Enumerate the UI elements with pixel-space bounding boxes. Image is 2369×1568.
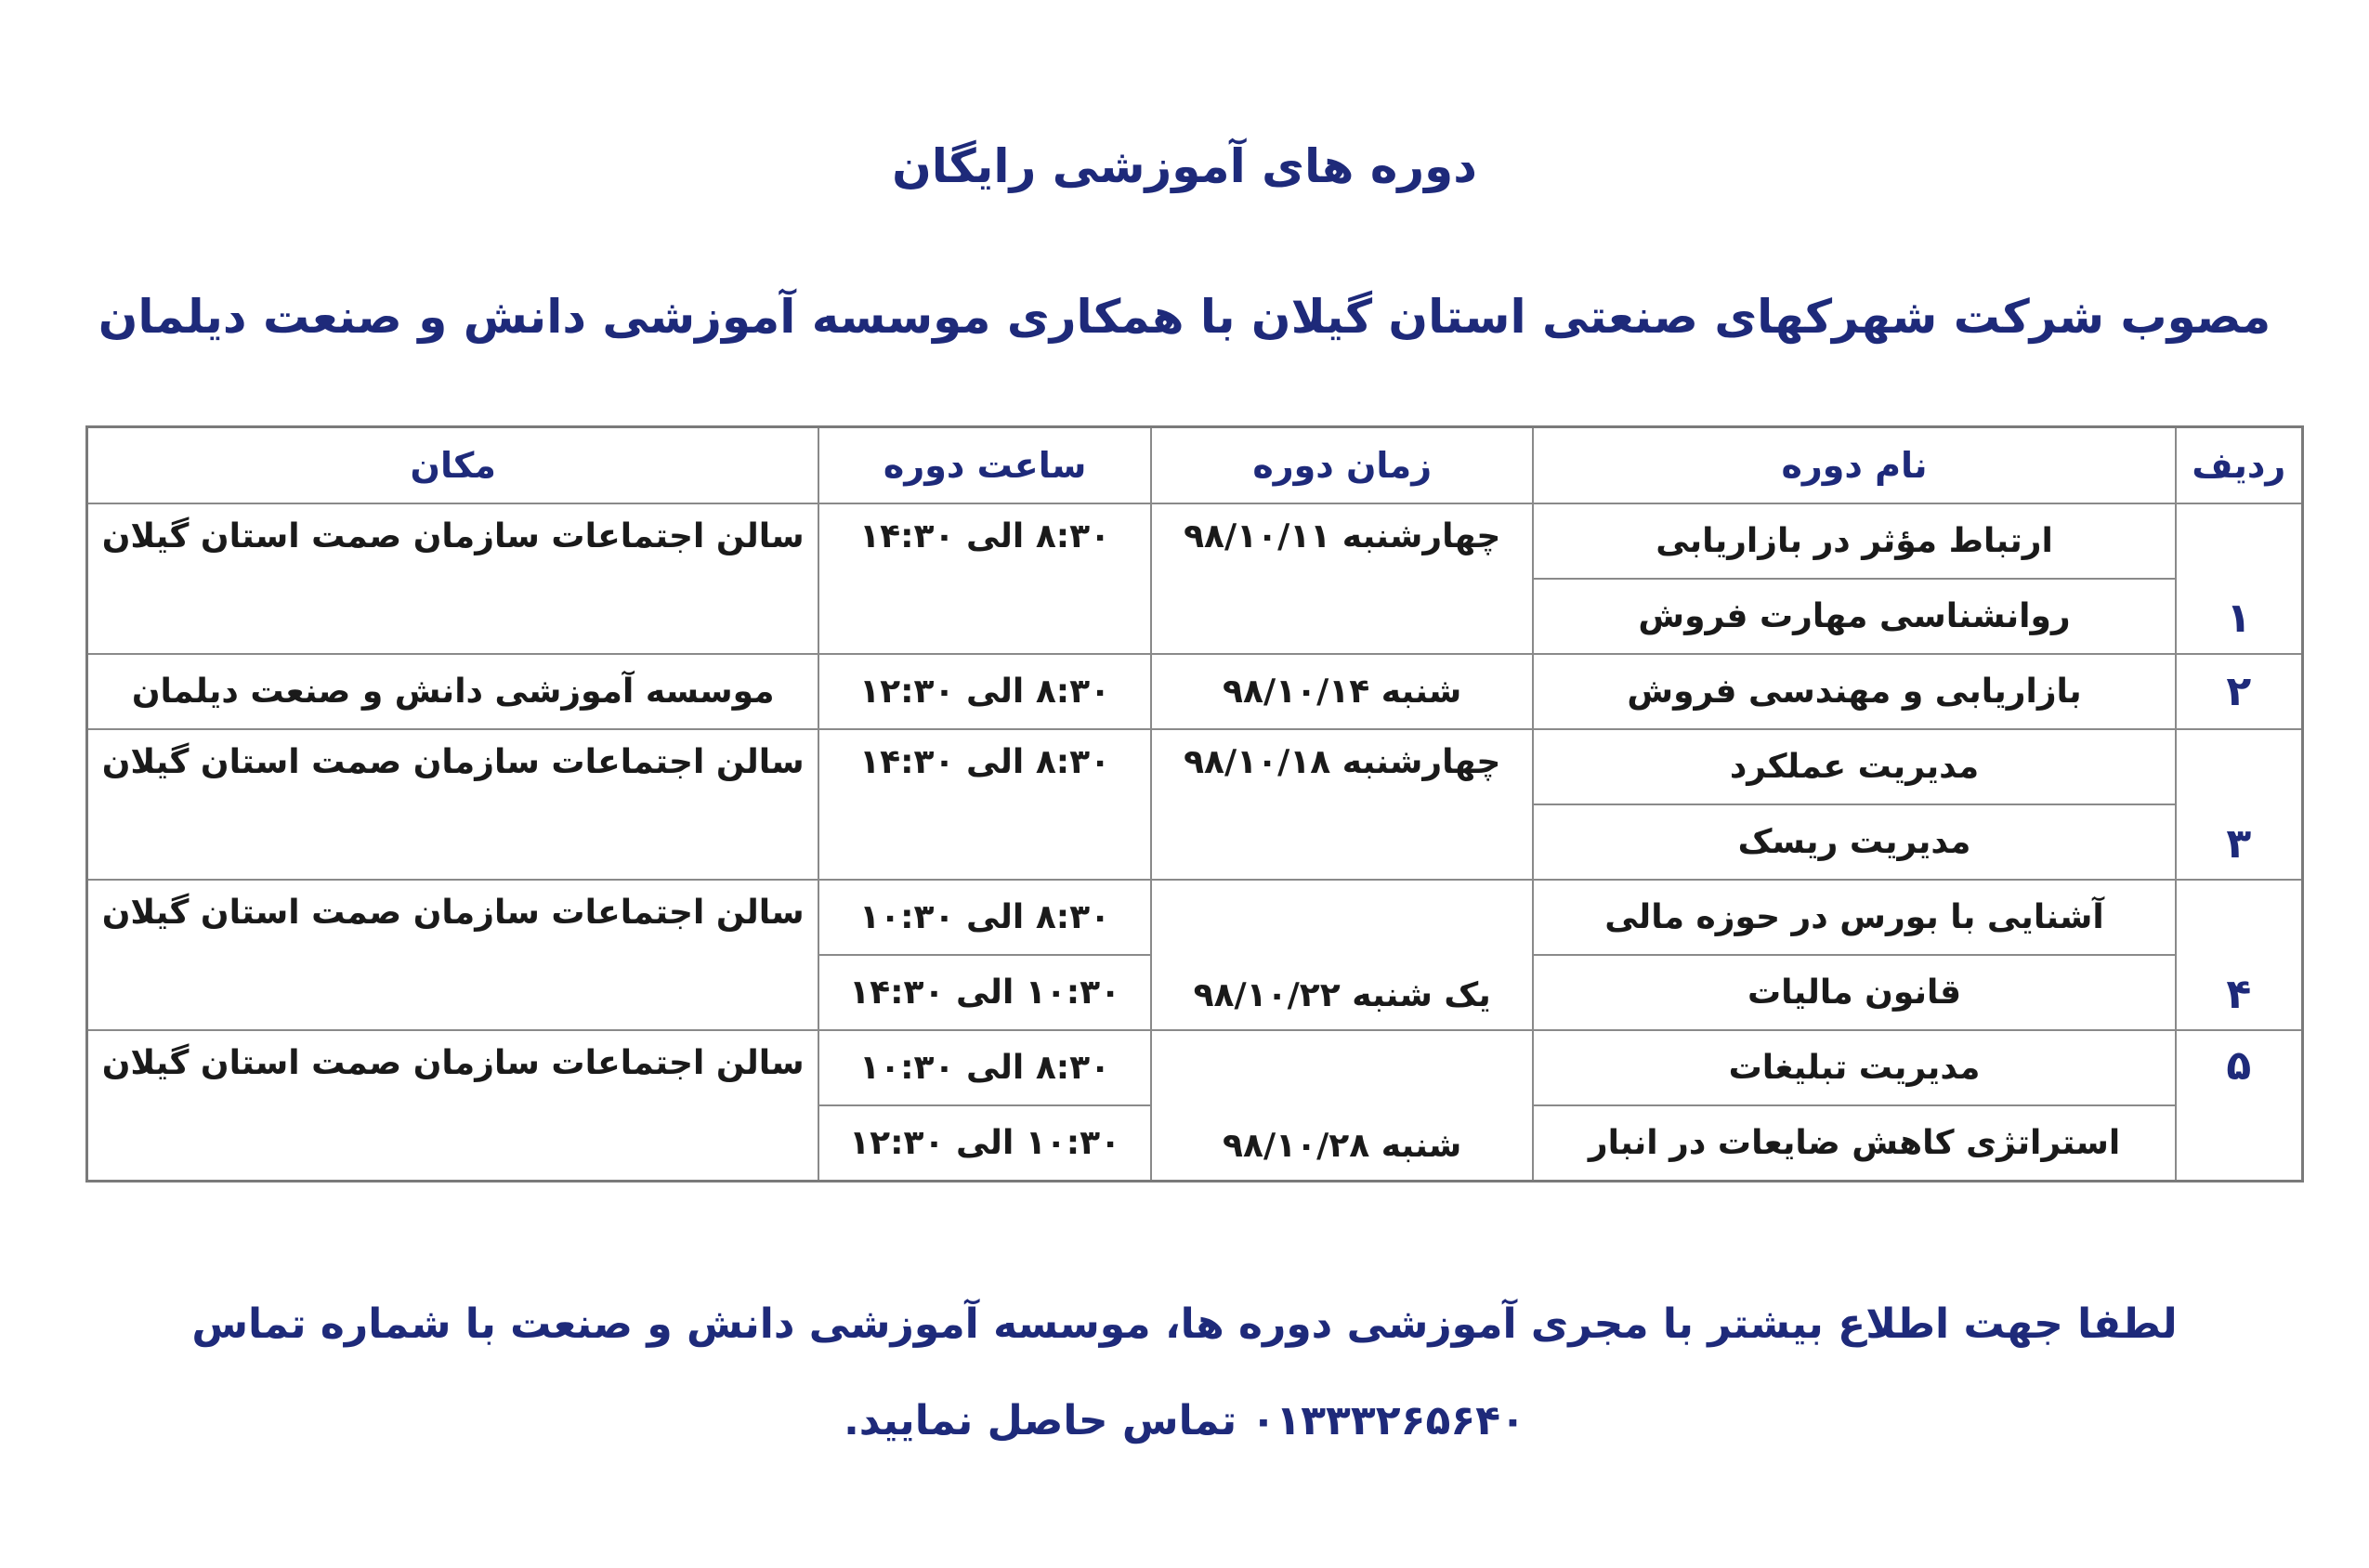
row-index: ۴ [2176, 880, 2303, 1030]
row-index: ۳ [2176, 729, 2303, 880]
column-header-place: مکان [87, 427, 819, 504]
course-date: چهارشنبه ۹۸/۱۰/۱۱ [1151, 503, 1534, 654]
course-name: ارتباط مؤثر در بازاریابی [1533, 503, 2175, 579]
course-place: سالن اجتماعات سازمان صمت استان گیلان [87, 503, 819, 654]
course-name: مدیریت تبلیغات [1533, 1030, 2175, 1105]
course-name: مدیریت عملکرد [1533, 729, 2175, 804]
course-hours: ۸:۳۰ الی ۱۴:۳۰ [818, 503, 1151, 654]
course-hours: ۸:۳۰ الی ۱۰:۳۰ [818, 880, 1151, 955]
course-hours: ۱۰:۳۰ الی ۱۴:۳۰ [818, 955, 1151, 1030]
course-date: چهارشنبه ۹۸/۱۰/۱۸ [1151, 729, 1534, 880]
contact-note: لطفا جهت اطلاع بیشتر با مجری آموزشی دوره ها، موسسه آموزشی دانش و صنعت با شماره تماس [191, 1300, 2178, 1348]
row-index: ۲ [2176, 654, 2303, 729]
column-header-hours: ساعت دوره [818, 427, 1151, 504]
course-hours: ۸:۳۰ الی ۱۰:۳۰ [818, 1030, 1151, 1105]
column-header-date: زمان دوره [1151, 427, 1534, 504]
course-place: موسسه آموزشی دانش و صنعت دیلمان [87, 654, 819, 729]
row-index: ۵ [2176, 1030, 2303, 1182]
course-schedule-table [85, 425, 2304, 1183]
contact-phone-note: ۰۱۳۳۳۲۶۵۶۴۰ تماس حاصل نمایید. [844, 1397, 1525, 1444]
course-name: آشنایی با بورس در حوزه مالی [1533, 880, 2175, 955]
course-place: سالن اجتماعات سازمان صمت استان گیلان [87, 729, 819, 880]
course-place: سالن اجتماعات سازمان صمت استان گیلان [87, 880, 819, 1030]
column-header-course: نام دوره [1533, 427, 2175, 504]
table-row [87, 654, 2303, 729]
course-name: بازاریابی و مهندسی فروش [1533, 654, 2175, 729]
page-subtitle: مصوب شرکت شهرکهای صنعتی استان گیلان با همکاری موسسه آموزشی دانش و صنعت دیلمان [98, 290, 2271, 344]
page-title: دوره های آموزشی رایگان [892, 139, 1477, 193]
table-row [87, 880, 2303, 955]
table-header-row [87, 427, 2303, 504]
course-name: قانون مالیات [1533, 955, 2175, 1030]
course-hours: ۸:۳۰ الی ۱۴:۳۰ [818, 729, 1151, 880]
column-header-index: ردیف [2176, 427, 2303, 504]
course-date: شنبه ۹۸/۱۰/۱۴ [1151, 654, 1534, 729]
course-date: شنبه ۹۸/۱۰/۲۸ [1151, 1030, 1534, 1182]
course-place: سالن اجتماعات سازمان صمت استان گیلان [87, 1030, 819, 1182]
course-hours: ۱۰:۳۰ الی ۱۲:۳۰ [818, 1105, 1151, 1182]
course-name: مدیریت ریسک [1533, 804, 2175, 880]
course-name: استراتژی کاهش ضایعات در انبار [1533, 1105, 2175, 1182]
course-date: یک شنبه ۹۸/۱۰/۲۲ [1151, 880, 1534, 1030]
row-index: ۱ [2176, 503, 2303, 654]
table-row [87, 503, 2303, 579]
table-row [87, 729, 2303, 804]
course-name: روانشناسی مهارت فروش [1533, 579, 2175, 654]
table-row [87, 1030, 2303, 1105]
course-hours: ۸:۳۰ الی ۱۲:۳۰ [818, 654, 1151, 729]
